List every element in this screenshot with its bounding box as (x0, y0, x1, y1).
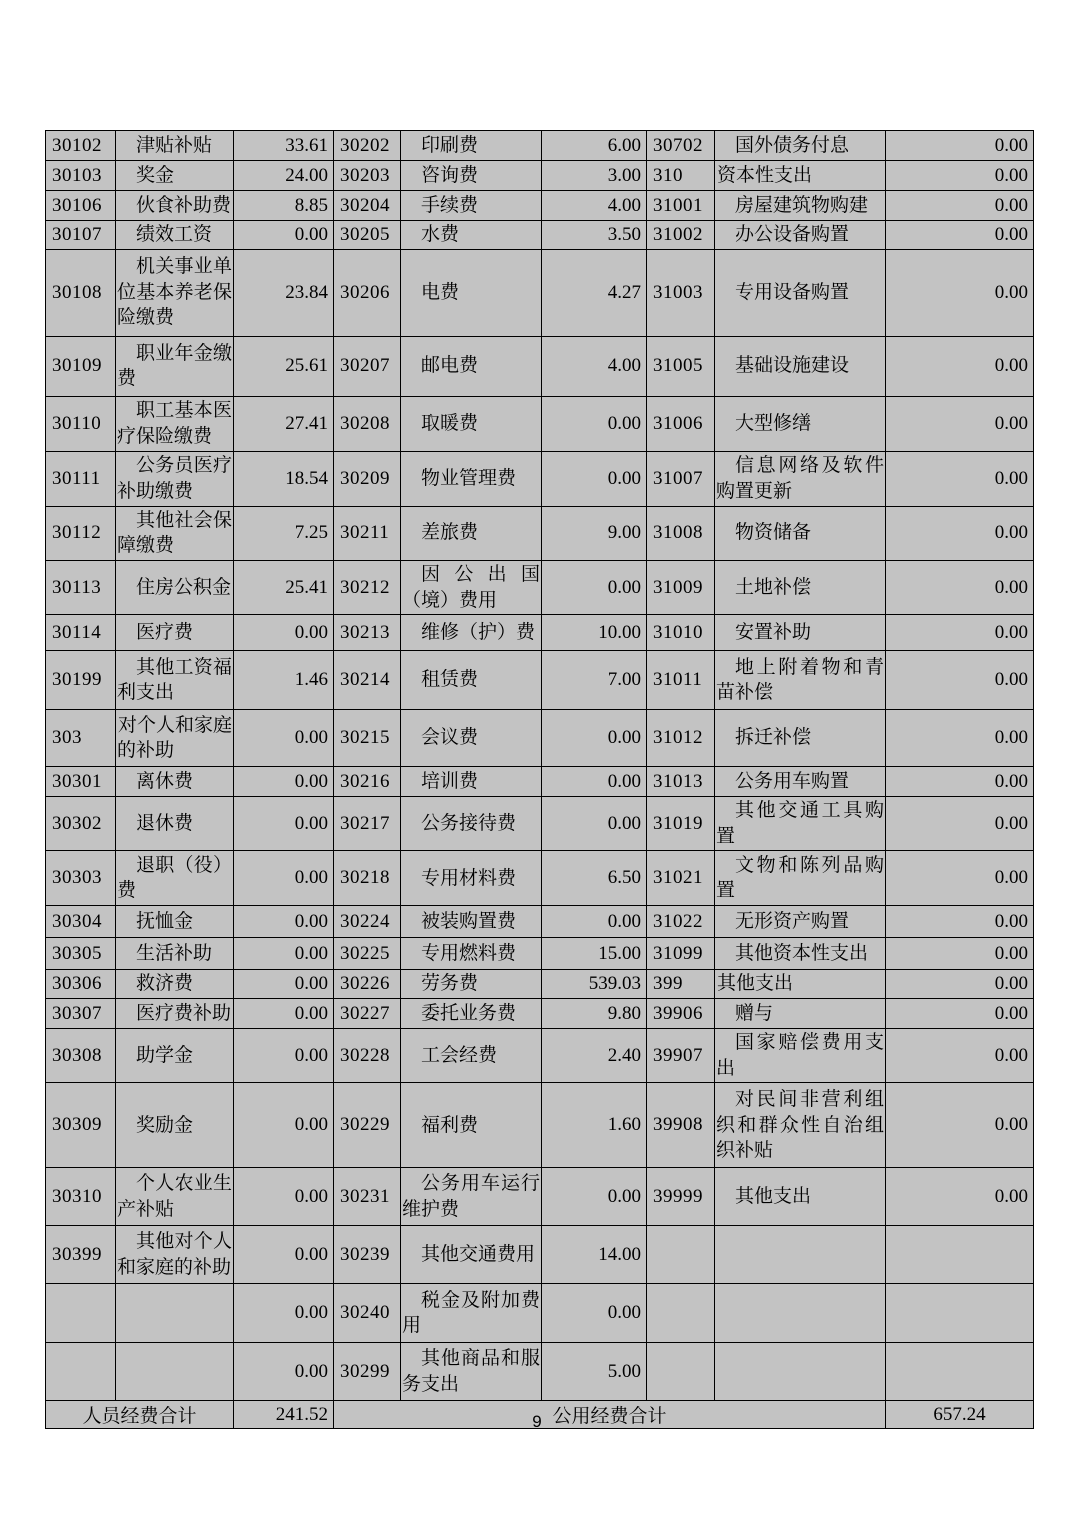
table-row (46, 1226, 1034, 1284)
code-cell: 31009 (647, 560, 715, 614)
amount-cell: 0.00 (234, 970, 334, 999)
amount-cell: 0.00 (886, 651, 1034, 710)
name-cell: 土地补偿 (715, 560, 886, 614)
amount-cell: 27.41 (234, 396, 334, 451)
name-cell: 其他支出 (715, 970, 886, 999)
amount-cell: 0.00 (542, 710, 647, 767)
amount-cell: 0.00 (542, 906, 647, 938)
amount-cell: 0.00 (886, 851, 1034, 906)
name-cell: 电费 (401, 249, 542, 336)
code-cell: 30229 (334, 1083, 401, 1168)
code-cell (46, 1284, 116, 1343)
name-cell: 专用燃料费 (401, 938, 542, 970)
code-cell: 30214 (334, 651, 401, 710)
amount-cell: 23.84 (234, 249, 334, 336)
code-cell: 30212 (334, 560, 401, 614)
name-cell: 国家赔偿费用支出 (715, 1029, 886, 1083)
name-cell: 印刷费 (401, 131, 542, 161)
amount-cell: 0.00 (886, 336, 1034, 396)
amount-cell: 10.00 (542, 615, 647, 651)
amount-cell: 0.00 (886, 249, 1034, 336)
table-row (46, 797, 1034, 851)
name-cell: 医疗费 (116, 615, 234, 651)
code-cell: 30111 (46, 451, 116, 506)
code-cell: 31099 (647, 938, 715, 970)
code-cell: 30205 (334, 221, 401, 250)
code-cell: 31010 (647, 615, 715, 651)
name-cell: 专用材料费 (401, 851, 542, 906)
code-cell: 31008 (647, 506, 715, 560)
name-cell: 无形资产购置 (715, 906, 886, 938)
name-cell: 医疗费补助 (116, 999, 234, 1029)
code-cell: 30208 (334, 396, 401, 451)
code-cell: 39907 (647, 1029, 715, 1083)
amount-cell: 0.00 (234, 1168, 334, 1226)
code-cell: 31019 (647, 797, 715, 851)
name-cell: 国外债务付息 (715, 131, 886, 161)
amount-cell: 5.00 (542, 1343, 647, 1401)
code-cell: 30203 (334, 161, 401, 191)
amount-cell: 0.00 (886, 970, 1034, 999)
name-cell: 退职（役）费 (116, 851, 234, 906)
page-number: 9 (532, 1412, 542, 1431)
amount-cell: 0.00 (542, 396, 647, 451)
amount-cell: 0.00 (234, 710, 334, 767)
code-cell: 30310 (46, 1168, 116, 1226)
amount-cell: 0.00 (886, 451, 1034, 506)
code-cell: 30103 (46, 161, 116, 191)
code-cell: 31013 (647, 767, 715, 797)
amount-cell: 0.00 (886, 506, 1034, 560)
code-cell: 39906 (647, 999, 715, 1029)
budget-table-body (46, 131, 1034, 1401)
code-cell (46, 1343, 116, 1401)
table-row (46, 221, 1034, 250)
code-cell: 30206 (334, 249, 401, 336)
name-cell: 其他交通费用 (401, 1226, 542, 1284)
name-cell: 委托业务费 (401, 999, 542, 1029)
code-cell: 31006 (647, 396, 715, 451)
name-cell: 其他商品和服务支出 (401, 1343, 542, 1401)
table-row (46, 336, 1034, 396)
amount-cell: 4.00 (542, 336, 647, 396)
table-row (46, 506, 1034, 560)
table-row (46, 1083, 1034, 1168)
amount-cell: 0.00 (886, 999, 1034, 1029)
code-cell: 30217 (334, 797, 401, 851)
code-cell: 31002 (647, 221, 715, 250)
name-cell: 劳务费 (401, 970, 542, 999)
table-row (46, 161, 1034, 191)
code-cell (647, 1226, 715, 1284)
amount-cell: 0.00 (886, 767, 1034, 797)
amount-cell: 2.40 (542, 1029, 647, 1083)
name-cell: 其他支出 (715, 1168, 886, 1226)
code-cell: 30226 (334, 970, 401, 999)
code-cell: 303 (46, 710, 116, 767)
code-cell: 30202 (334, 131, 401, 161)
amount-cell: 0.00 (234, 906, 334, 938)
table-row (46, 710, 1034, 767)
code-cell: 31022 (647, 906, 715, 938)
code-cell: 30216 (334, 767, 401, 797)
amount-cell: 0.00 (234, 797, 334, 851)
name-cell: 奖励金 (116, 1083, 234, 1168)
name-cell: 拆迁补偿 (715, 710, 886, 767)
amount-cell (886, 1226, 1034, 1284)
name-cell: 差旅费 (401, 506, 542, 560)
code-cell: 30302 (46, 797, 116, 851)
name-cell: 取暖费 (401, 396, 542, 451)
table-row (46, 938, 1034, 970)
name-cell: 地上附着物和青苗补偿 (715, 651, 886, 710)
name-cell (116, 1343, 234, 1401)
table-row (46, 1284, 1034, 1343)
code-cell: 30199 (46, 651, 116, 710)
amount-cell (886, 1343, 1034, 1401)
amount-cell: 0.00 (886, 131, 1034, 161)
code-cell: 30108 (46, 249, 116, 336)
name-cell: 专用设备购置 (715, 249, 886, 336)
name-cell: 文物和陈列品购置 (715, 851, 886, 906)
name-cell: 其他工资福利支出 (116, 651, 234, 710)
table-row (46, 970, 1034, 999)
name-cell: 津贴补贴 (116, 131, 234, 161)
amount-cell: 0.00 (234, 938, 334, 970)
personnel-total-label: 人员经费合计 (46, 1401, 234, 1429)
name-cell: 对民间非营利组织和群众性自治组织补贴 (715, 1083, 886, 1168)
amount-cell: 0.00 (234, 615, 334, 651)
amount-cell: 0.00 (886, 906, 1034, 938)
name-cell: 生活补助 (116, 938, 234, 970)
name-cell: 租赁费 (401, 651, 542, 710)
code-cell: 30114 (46, 615, 116, 651)
code-cell: 310 (647, 161, 715, 191)
code-cell: 30204 (334, 191, 401, 221)
code-cell: 30227 (334, 999, 401, 1029)
name-cell: 公务用车运行维护费 (401, 1168, 542, 1226)
code-cell: 30306 (46, 970, 116, 999)
amount-cell: 0.00 (886, 938, 1034, 970)
personnel-total-value: 241.52 (234, 1401, 334, 1429)
amount-cell: 25.61 (234, 336, 334, 396)
code-cell: 30107 (46, 221, 116, 250)
code-cell: 30299 (334, 1343, 401, 1401)
name-cell: 因公出国（境）费用 (401, 560, 542, 614)
amount-cell: 0.00 (234, 1284, 334, 1343)
amount-cell: 0.00 (542, 560, 647, 614)
amount-cell: 0.00 (234, 1083, 334, 1168)
amount-cell: 1.60 (542, 1083, 647, 1168)
code-cell: 30301 (46, 767, 116, 797)
name-cell: 其他社会保障缴费 (116, 506, 234, 560)
code-cell: 30303 (46, 851, 116, 906)
name-cell: 基础设施建设 (715, 336, 886, 396)
budget-classification-table (45, 130, 1034, 1429)
amount-cell: 33.61 (234, 131, 334, 161)
table-row (46, 131, 1034, 161)
code-cell: 31005 (647, 336, 715, 396)
name-cell: 其他对个人和家庭的补助 (116, 1226, 234, 1284)
name-cell: 抚恤金 (116, 906, 234, 938)
amount-cell: 3.50 (542, 221, 647, 250)
code-cell: 30225 (334, 938, 401, 970)
code-cell: 39999 (647, 1168, 715, 1226)
amount-cell: 14.00 (542, 1226, 647, 1284)
code-cell: 30309 (46, 1083, 116, 1168)
code-cell: 30113 (46, 560, 116, 614)
amount-cell: 6.00 (542, 131, 647, 161)
name-cell: 其他资本性支出 (715, 938, 886, 970)
amount-cell: 15.00 (542, 938, 647, 970)
name-cell: 离休费 (116, 767, 234, 797)
code-cell: 30240 (334, 1284, 401, 1343)
code-cell: 30305 (46, 938, 116, 970)
name-cell: 大型修缮 (715, 396, 886, 451)
table-row (46, 560, 1034, 614)
name-cell: 物业管理费 (401, 451, 542, 506)
code-cell: 31001 (647, 191, 715, 221)
code-cell: 39908 (647, 1083, 715, 1168)
table-row (46, 851, 1034, 906)
name-cell: 水费 (401, 221, 542, 250)
code-cell: 30702 (647, 131, 715, 161)
name-cell: 个人农业生产补贴 (116, 1168, 234, 1226)
name-cell: 资本性支出 (715, 161, 886, 191)
name-cell: 物资储备 (715, 506, 886, 560)
amount-cell: 0.00 (886, 396, 1034, 451)
code-cell: 30106 (46, 191, 116, 221)
budget-table-sheet (45, 130, 1034, 1429)
amount-cell: 0.00 (234, 1029, 334, 1083)
amount-cell: 24.00 (234, 161, 334, 191)
amount-cell (886, 1284, 1034, 1343)
amount-cell: 0.00 (886, 191, 1034, 221)
name-cell: 安置补助 (715, 615, 886, 651)
amount-cell: 0.00 (542, 797, 647, 851)
name-cell: 其他交通工具购置 (715, 797, 886, 851)
amount-cell: 7.00 (542, 651, 647, 710)
code-cell (647, 1343, 715, 1401)
public-total-value: 657.24 (886, 1401, 1034, 1429)
amount-cell: 0.00 (234, 221, 334, 250)
amount-cell: 25.41 (234, 560, 334, 614)
code-cell: 30209 (334, 451, 401, 506)
table-row (46, 396, 1034, 451)
amount-cell: 3.00 (542, 161, 647, 191)
code-cell: 30307 (46, 999, 116, 1029)
amount-cell: 6.50 (542, 851, 647, 906)
amount-cell: 7.25 (234, 506, 334, 560)
code-cell: 31003 (647, 249, 715, 336)
name-cell (715, 1226, 886, 1284)
code-cell: 30399 (46, 1226, 116, 1284)
name-cell: 公务员医疗补助缴费 (116, 451, 234, 506)
amount-cell: 0.00 (234, 767, 334, 797)
name-cell: 房屋建筑物购建 (715, 191, 886, 221)
table-row (46, 615, 1034, 651)
amount-cell: 8.85 (234, 191, 334, 221)
name-cell: 职业年金缴费 (116, 336, 234, 396)
name-cell: 救济费 (116, 970, 234, 999)
amount-cell: 0.00 (886, 560, 1034, 614)
name-cell (715, 1343, 886, 1401)
table-row (46, 1343, 1034, 1401)
name-cell (715, 1284, 886, 1343)
code-cell: 30102 (46, 131, 116, 161)
table-row (46, 451, 1034, 506)
amount-cell: 0.00 (234, 851, 334, 906)
code-cell: 31021 (647, 851, 715, 906)
code-cell: 30239 (334, 1226, 401, 1284)
amount-cell: 4.00 (542, 191, 647, 221)
amount-cell: 0.00 (886, 161, 1034, 191)
name-cell: 退休费 (116, 797, 234, 851)
amount-cell: 0.00 (542, 1168, 647, 1226)
amount-cell: 0.00 (542, 451, 647, 506)
amount-cell: 1.46 (234, 651, 334, 710)
name-cell: 住房公积金 (116, 560, 234, 614)
code-cell: 30231 (334, 1168, 401, 1226)
table-row (46, 906, 1034, 938)
table-row (46, 1168, 1034, 1226)
amount-cell: 0.00 (886, 1029, 1034, 1083)
name-cell: 赠与 (715, 999, 886, 1029)
code-cell: 30211 (334, 506, 401, 560)
code-cell: 30110 (46, 396, 116, 451)
code-cell: 30218 (334, 851, 401, 906)
name-cell: 税金及附加费用 (401, 1284, 542, 1343)
amount-cell: 9.80 (542, 999, 647, 1029)
amount-cell: 0.00 (542, 767, 647, 797)
amount-cell: 0.00 (542, 1284, 647, 1343)
code-cell: 30207 (334, 336, 401, 396)
code-cell: 30224 (334, 906, 401, 938)
name-cell: 机关事业单位基本养老保险缴费 (116, 249, 234, 336)
amount-cell: 9.00 (542, 506, 647, 560)
name-cell: 培训费 (401, 767, 542, 797)
table-row (46, 651, 1034, 710)
name-cell: 助学金 (116, 1029, 234, 1083)
amount-cell: 0.00 (234, 1226, 334, 1284)
name-cell: 咨询费 (401, 161, 542, 191)
name-cell: 维修（护）费 (401, 615, 542, 651)
table-row (46, 249, 1034, 336)
code-cell: 30228 (334, 1029, 401, 1083)
amount-cell: 0.00 (886, 1168, 1034, 1226)
name-cell: 对个人和家庭的补助 (116, 710, 234, 767)
name-cell: 公务接待费 (401, 797, 542, 851)
code-cell: 30304 (46, 906, 116, 938)
name-cell: 手续费 (401, 191, 542, 221)
table-row (46, 1029, 1034, 1083)
amount-cell: 0.00 (886, 1083, 1034, 1168)
name-cell: 绩效工资 (116, 221, 234, 250)
code-cell: 31007 (647, 451, 715, 506)
name-cell: 信息网络及软件购置更新 (715, 451, 886, 506)
name-cell: 工会经费 (401, 1029, 542, 1083)
name-cell: 邮电费 (401, 336, 542, 396)
amount-cell: 0.00 (886, 710, 1034, 767)
amount-cell: 18.54 (234, 451, 334, 506)
amount-cell: 0.00 (234, 999, 334, 1029)
code-cell (647, 1284, 715, 1343)
name-cell: 奖金 (116, 161, 234, 191)
public-total-label: 公用经费合计 (334, 1401, 886, 1429)
name-cell (116, 1284, 234, 1343)
code-cell: 31011 (647, 651, 715, 710)
code-cell: 30213 (334, 615, 401, 651)
name-cell: 福利费 (401, 1083, 542, 1168)
amount-cell: 0.00 (234, 1343, 334, 1401)
code-cell: 30308 (46, 1029, 116, 1083)
code-cell: 399 (647, 970, 715, 999)
table-row (46, 191, 1034, 221)
name-cell: 伙食补助费 (116, 191, 234, 221)
amount-cell: 0.00 (886, 221, 1034, 250)
name-cell: 被装购置费 (401, 906, 542, 938)
amount-cell: 539.03 (542, 970, 647, 999)
name-cell: 会议费 (401, 710, 542, 767)
name-cell: 办公设备购置 (715, 221, 886, 250)
name-cell: 职工基本医疗保险缴费 (116, 396, 234, 451)
amount-cell: 4.27 (542, 249, 647, 336)
amount-cell: 0.00 (886, 797, 1034, 851)
code-cell: 30109 (46, 336, 116, 396)
amount-cell: 0.00 (886, 615, 1034, 651)
name-cell: 公务用车购置 (715, 767, 886, 797)
table-row (46, 999, 1034, 1029)
code-cell: 31012 (647, 710, 715, 767)
table-row (46, 767, 1034, 797)
code-cell: 30112 (46, 506, 116, 560)
code-cell: 30215 (334, 710, 401, 767)
